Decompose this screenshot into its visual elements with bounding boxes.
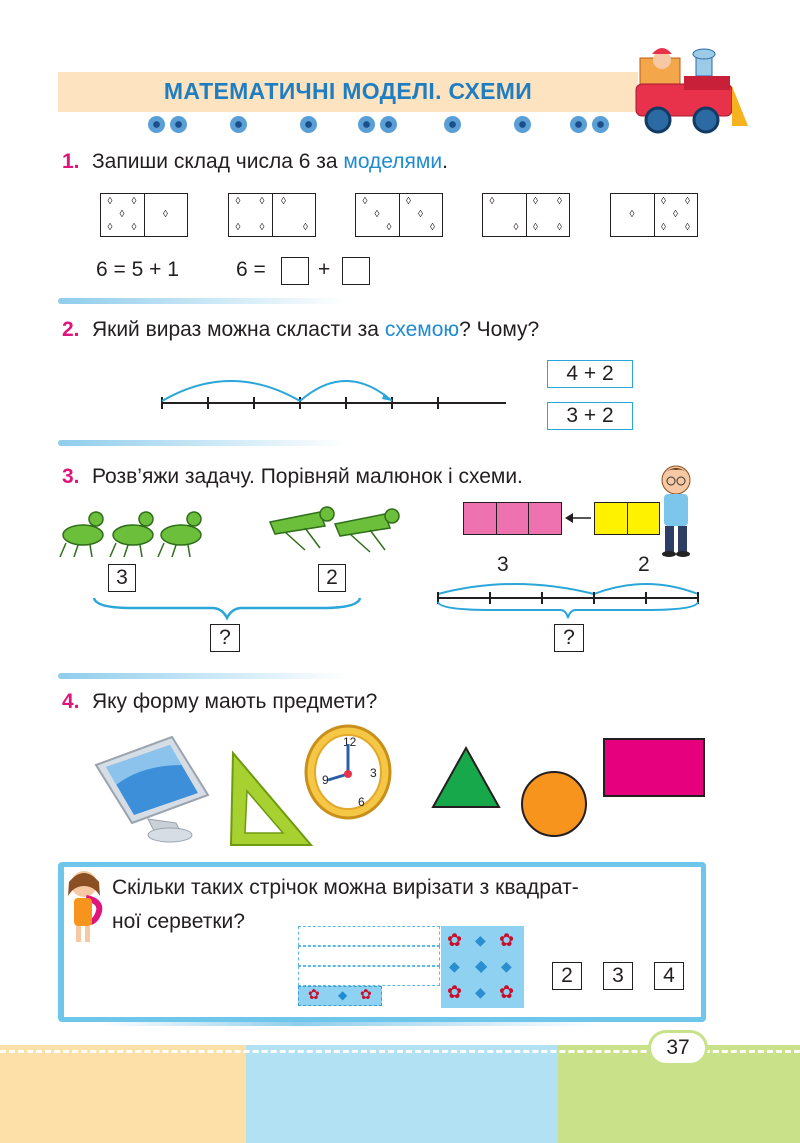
page-number: 37 (666, 1036, 690, 1059)
page-number-badge (648, 1030, 708, 1066)
boy-icon (652, 460, 702, 560)
green-triangle (430, 745, 502, 810)
equation-prefix: 6 = (236, 258, 266, 281)
answer-box-left[interactable] (281, 257, 309, 285)
task-number: 1. (62, 150, 80, 173)
divider (58, 440, 348, 446)
page-title: МАТЕМАТИЧНІ МОДЕЛІ. СХЕМИ (163, 78, 533, 104)
grasshopper-icon (265, 500, 405, 555)
number-line-scheme (150, 365, 520, 415)
clock-number: 3 (370, 766, 377, 780)
scheme-question-box[interactable]: ? (554, 624, 584, 652)
domino-3-3: ◊ ◊ ◊ ◊ ◊ ◊ (355, 193, 443, 237)
puzzle-text-line1: Скільки таких стрічок можна вирізати з квадрат- (112, 876, 579, 899)
magenta-rectangle (603, 738, 705, 797)
task-text: Яку форму мають предмети? (91, 690, 378, 713)
option-4-plus-2[interactable]: 4 + 2 (547, 360, 633, 388)
domino-2-4: ◊ ◊ ◊ ◊ ◊ ◊ (482, 193, 570, 237)
count-box-left: 3 (108, 564, 136, 592)
task-text: Розв’яжи задачу. Порівняй малюнок і схеми. (91, 465, 523, 488)
task-text: Запиши склад числа 6 за (91, 150, 344, 173)
answer-box-right[interactable] (342, 257, 370, 285)
train-icon (632, 36, 752, 136)
answer-option-4[interactable]: 4 (654, 962, 684, 990)
girl-icon (62, 868, 106, 948)
answer-option-2[interactable]: 2 (552, 962, 582, 990)
pink-bar (463, 502, 562, 535)
footer-blue (246, 1045, 558, 1143)
footer-orange (0, 1045, 246, 1143)
option-3-plus-2[interactable]: 3 + 2 (547, 402, 633, 430)
task2-prompt (62, 318, 539, 342)
task3-prompt (62, 465, 523, 489)
square-napkin: ✿ ◆ ✿ ◆ ◆ ◆ ✿ ◆ ✿ (441, 926, 524, 1008)
domino-5-1: ◊ ◊ ◊ ◊ ◊ ◊ (100, 193, 188, 237)
orange-circle (521, 771, 587, 837)
task-number: 3. (62, 465, 80, 488)
puzzle-text-line2: ної серветки? (112, 910, 245, 933)
task-text-end: . (442, 150, 448, 173)
divider (58, 673, 348, 679)
answer-option-3[interactable]: 3 (603, 962, 633, 990)
clock-number: 12 (343, 735, 357, 749)
task-text: Який вираз можна скласти за (91, 318, 385, 341)
domino-1-5: ◊ ◊ ◊ ◊ ◊ ◊ (610, 193, 698, 237)
train-track (148, 116, 628, 136)
divider (58, 298, 348, 304)
task4-prompt (62, 690, 377, 714)
example-equation: 6 = 5 + 1 (96, 258, 179, 281)
clock-number: 6 (358, 795, 365, 809)
task1-prompt (62, 150, 448, 174)
clock-icon (302, 722, 394, 822)
segment-scheme (432, 572, 707, 622)
models-term: моделями (343, 150, 443, 173)
grasshopper-icon (58, 505, 208, 560)
arrow-left-icon (565, 510, 593, 526)
count-box-right: 2 (318, 564, 346, 592)
task-text-end: ? Чому? (459, 318, 540, 341)
task-number: 2. (62, 318, 80, 341)
domino-4-2: ◊ ◊ ◊ ◊ ◊ ◊ (228, 193, 316, 237)
yellow-bar (594, 502, 660, 535)
napkin-strips: ✿ ◆ ✿ (298, 926, 440, 1008)
plus-sign: + (318, 258, 331, 281)
scheme-term: схемою (384, 318, 460, 341)
clock-number: 9 (322, 773, 329, 787)
scheme-label-left: 3 (497, 553, 509, 576)
scheme-label-right: 2 (638, 553, 650, 576)
divider (100, 1022, 600, 1026)
brace (92, 596, 362, 620)
question-box[interactable]: ? (210, 624, 240, 652)
monitor-icon (92, 735, 217, 845)
task-number: 4. (62, 690, 80, 713)
